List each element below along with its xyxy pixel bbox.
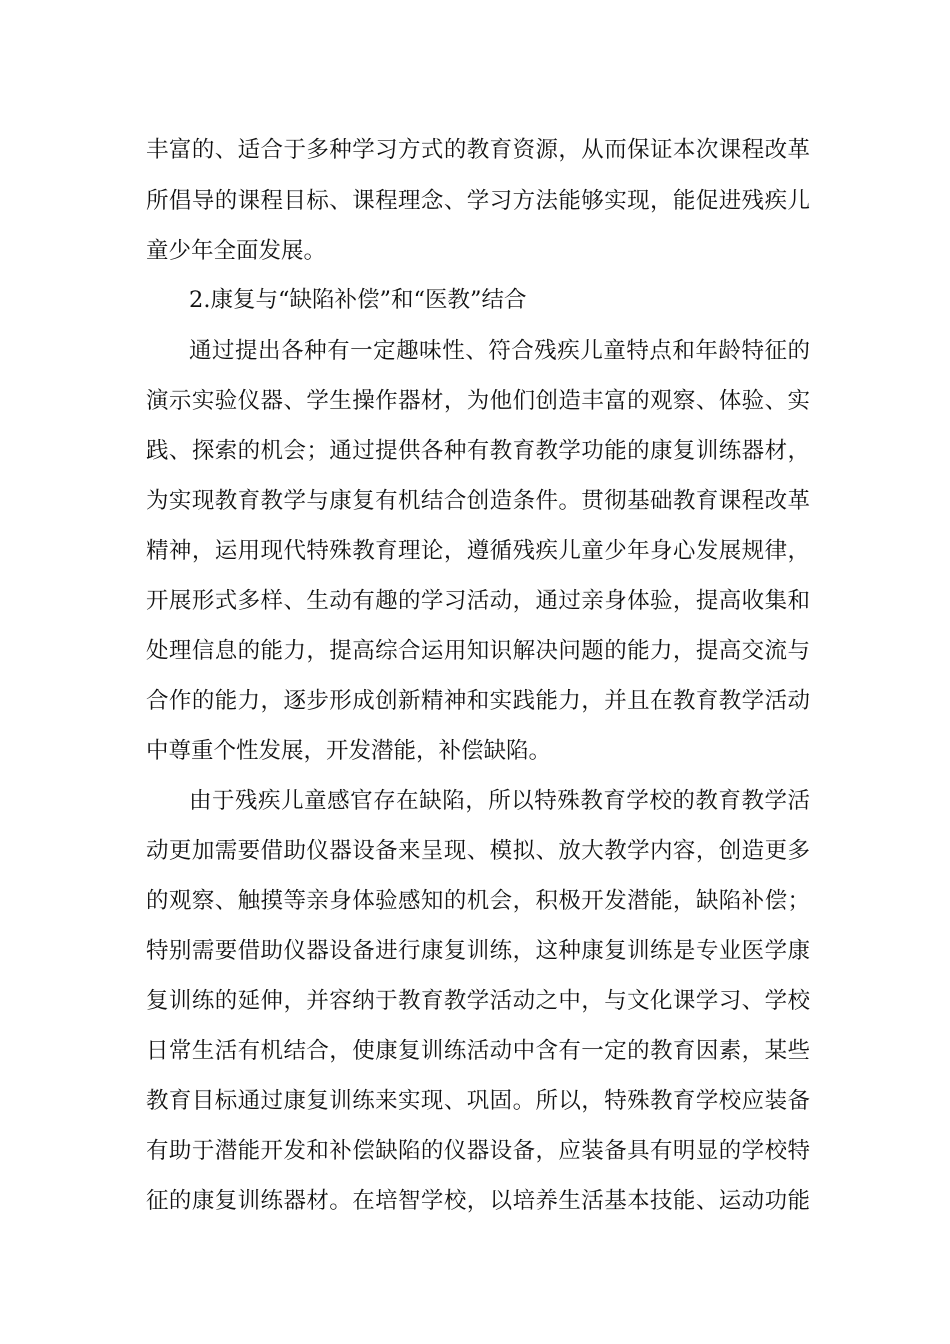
text-line: 征的康复训练器材。在培智学校，以培养生活基本技能、运动功能: [146, 1188, 810, 1214]
text-line: 通过提出各种有一定趣味性、符合残疾儿童特点和年龄特征的: [189, 338, 810, 364]
text-line: 动更加需要借助仪器设备来呈现、模拟、放大教学内容，创造更多: [146, 838, 810, 864]
text-line: 有助于潜能开发和补偿缺陷的仪器设备，应装备具有明显的学校特: [146, 1138, 810, 1164]
text-line: 开展形式多样、生动有趣的学习活动，通过亲身体验，提高收集和: [146, 588, 810, 614]
text-line: 为实现教育教学与康复有机结合创造条件。贯彻基础教育课程改革: [146, 488, 810, 514]
text-line: 复训练的延伸，并容纳于教育教学活动之中，与文化课学习、学校: [146, 988, 810, 1014]
text-line: 特别需要借助仪器设备进行康复训练，这种康复训练是专业医学康: [146, 938, 810, 964]
text-line: 践、探索的机会；通过提供各种有教育教学功能的康复训练器材，: [146, 438, 810, 464]
text-line: 日常生活有机结合，使康复训练活动中含有一定的教育因素，某些: [146, 1038, 810, 1064]
text-line: 所倡导的课程目标、课程理念、学习方法能够实现，能促进残疾儿: [146, 188, 810, 214]
text-line: 由于残疾儿童感官存在缺陷，所以特殊教育学校的教育教学活: [189, 788, 810, 814]
text-line: 丰富的、适合于多种学习方式的教育资源，从而保证本次课程改革: [146, 137, 810, 163]
text-line: 演示实验仪器、学生操作器材，为他们创造丰富的观察、体验、实: [146, 388, 810, 414]
text-line: 的观察、触摸等亲身体验感知的机会，积极开发潜能，缺陷补偿；: [146, 888, 810, 914]
text-line: 合作的能力，逐步形成创新精神和实践能力，并且在教育教学活动: [146, 688, 810, 714]
text-line: 处理信息的能力，提高综合运用知识解决问题的能力，提高交流与: [146, 638, 810, 664]
text-line: 中尊重个性发展，开发潜能，补偿缺陷。: [146, 738, 552, 764]
text-line: 教育目标通过康复训练来实现、巩固。所以，特殊教育学校应装备: [146, 1088, 810, 1114]
text-line: 精神，运用现代特殊教育理论，遵循残疾儿童少年身心发展规律，: [146, 538, 810, 564]
section-heading: 2.康复与“缺陷补偿”和“医教”结合: [189, 287, 527, 313]
text-line: 童少年全面发展。: [146, 238, 327, 264]
